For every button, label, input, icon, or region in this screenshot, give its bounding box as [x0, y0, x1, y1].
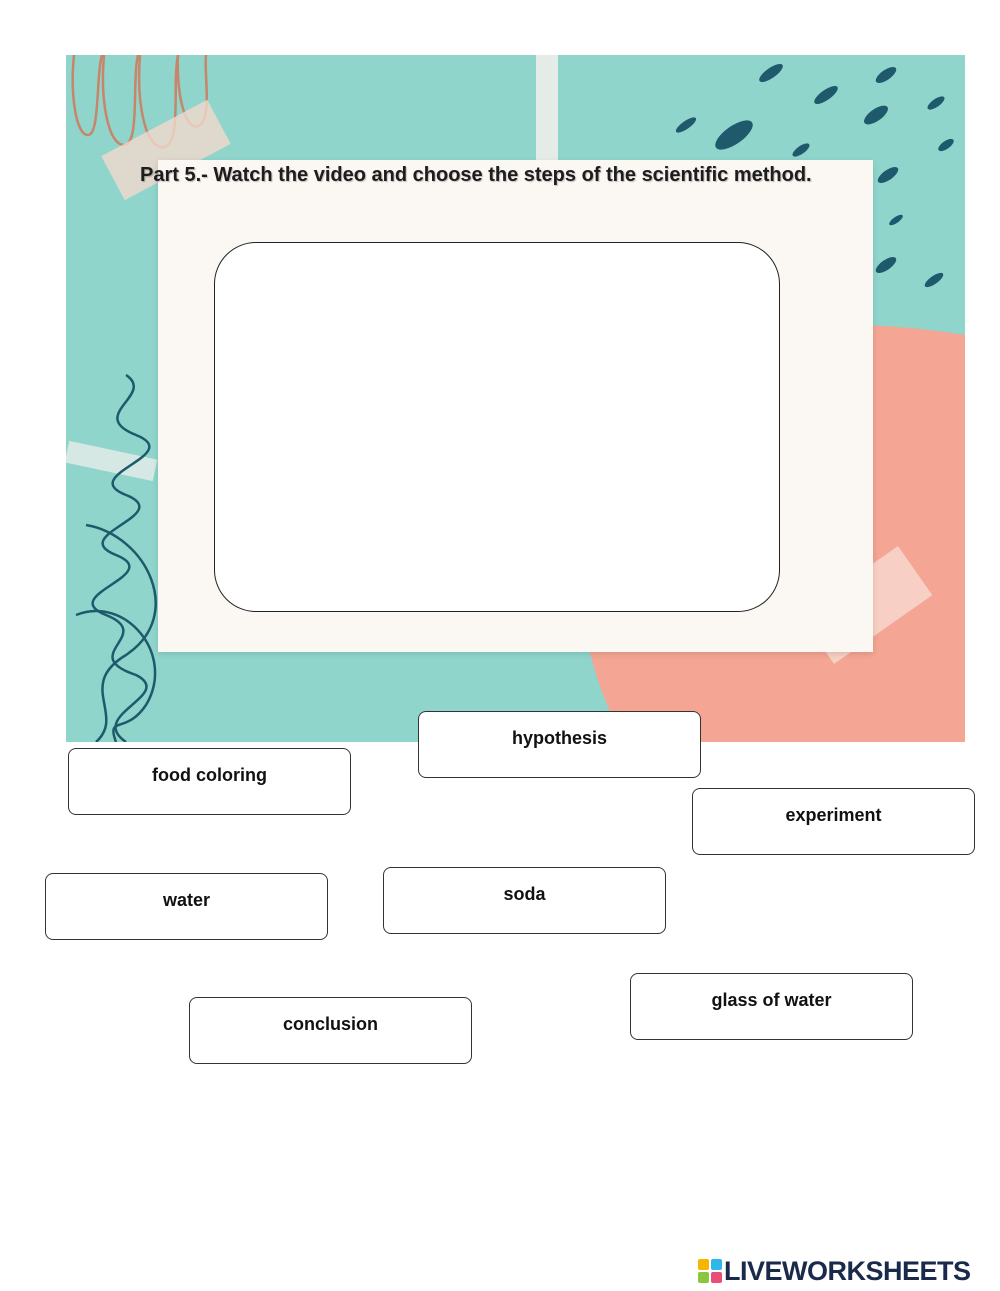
liveworksheets-logo[interactable]	[698, 1256, 998, 1286]
answer-option-soda[interactable]	[383, 867, 666, 934]
liveworksheets-logo-icon	[698, 1259, 722, 1283]
answer-option-water[interactable]	[45, 873, 328, 940]
answer-option-food-coloring[interactable]	[68, 748, 351, 815]
answer-option-hypothesis[interactable]	[418, 711, 701, 778]
answer-option-label: hypothesis	[511, 728, 608, 748]
answer-option-label: experiment	[785, 805, 882, 825]
answer-option-label: soda	[503, 884, 546, 904]
answer-option-label: food coloring	[152, 765, 267, 785]
page-title: Part 5.- Watch the video and choose the steps of the scientific method.	[140, 164, 812, 186]
answer-option-experiment[interactable]	[692, 788, 975, 855]
answer-option-glass-of-water[interactable]	[630, 973, 913, 1040]
answer-option-label: conclusion	[282, 1014, 378, 1034]
logo-text: LIVEWORKSHEETS	[724, 1256, 971, 1286]
answer-option-label: glass of water	[711, 990, 832, 1010]
answer-option-label: water	[162, 890, 211, 910]
video-frame[interactable]	[214, 242, 780, 612]
answer-option-conclusion[interactable]	[189, 997, 472, 1064]
